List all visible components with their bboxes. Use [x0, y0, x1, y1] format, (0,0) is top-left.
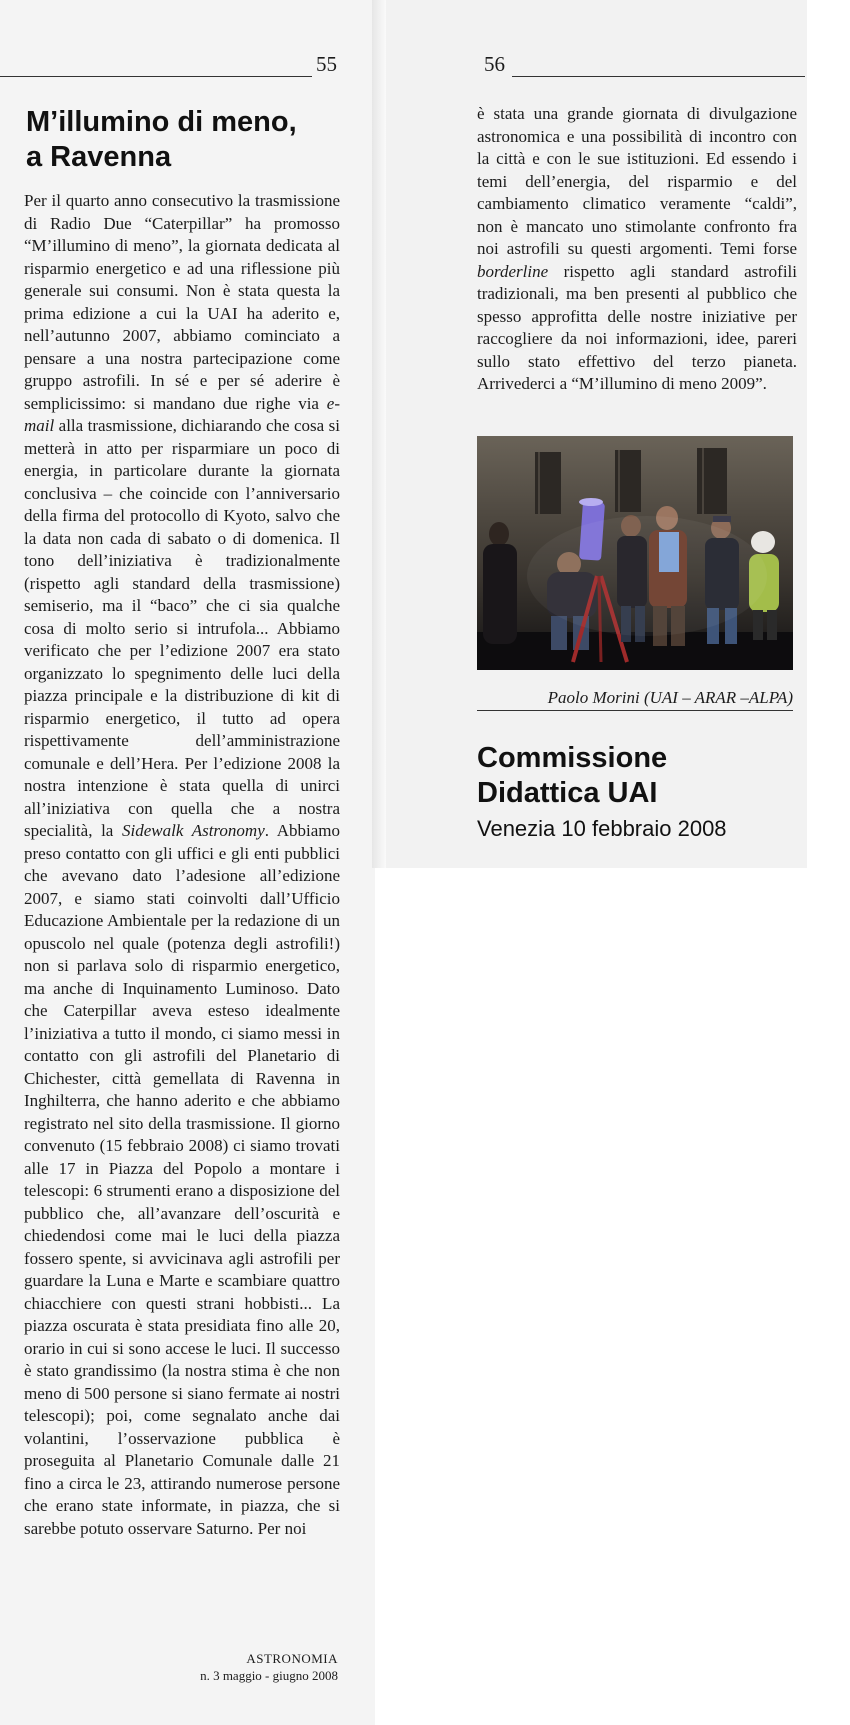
italic-sidewalk-astronomy: Sidewalk Astronomy: [122, 821, 265, 840]
section-title-line2: Didattica UAI: [477, 777, 658, 809]
footer-issue: n. 3 maggio - giugno 2008: [200, 1668, 338, 1683]
article-paragraph: Per il quarto anno consecutivo la trasmissione di Radio Due “Caterpillar” ha promosso “M’illumino di meno”, la giornata dedicata al risparmio energetico e ad una riflessione più generale sui consumi. Non è stata questa la prima edizione a cui la UAI ha aderito e, nell’autunno 2007, abbiamo cominciato a pensare a una nostra partecipazione come gruppo astrofili. In sé e per sé aderire è semplicissimo: si mandano due righe via e-mail alla trasmissione, dichiarando che cosa si metterà in atto per risparmiare un poco di energia, in particolare durante la giornata conclusiva – che coincide con l’anniversario della firma del protocollo di Kyoto, salvo che la data non cada di sabato o di domenica. Il tono dell’iniziativa è tradizionalmente (rispetto agli standard della trasmissione) semiserio, ma il “baco” che ci sia qualche cosa di molto serio si intrufola... Abbiamo verificato che per l’edizione 2007 era stato organizzato lo spegnimento delle luci della piazza principale e la distribuzione di kit di risparmio energetico, il tutto ad opera rispettivamente dell’amministrazione comunale e dell’Hera. Per l’edizione 2008 la nostra intenzione è stata quella di unirci all’iniziativa con quella che a nostra specialità, la Sidewalk Astronomy. Abbiamo preso contatto con gli uffici e gli enti pubblici che avevano dato l’adesione all’edizione 2007, e siamo stati coinvolti dall’Ufficio Educazione Ambientale per la redazione di un opuscolo nel quale (potenza degli astrofili!) non si parlava solo di risparmio energetico, ma anche di Inquinamento Luminoso. Dato che Caterpillar aveva esteso idealmente l’iniziativa a tutto il mondo, ci siamo messi in contatto con gli astrofili del Planetario di Chichester, città gemellata di Ravenna in Inghilterra, che hanno aderito e che abbiamo registrato nel sito della trasmissione. Il giorno convenuto (15 febbraio 2008) ci siamo trovati alle 17 in Piazza del Popolo a montare i telescopi: 6 strumenti erano a disposizione del pubblico che, all’avanzare dell’oscurità e chiedendosi come mai le luci della piazza fossero spente, si avvicinava agli astrofili per guardare la Luna e Marte e scambiare quattro chiacchiere con questi strani hobbisti... La piazza oscurata è stata presidiata fino alle 20, orario in cui si sono accese le luci. Il successo è stato grandissimo (la nostra stima è che non meno di 500 persone si siano fermate ai nostri telescopi); poi, come segnalato anche dai volantini, l’osservazione pubblica è proseguita al Planetario Comunale dalle 21 fino a circa le 23, attirando numerose persone che erano state informate, in piazza, che si sarebbe potuto osservare Saturno. Per noi: [24, 191, 340, 1538]
article-body-left: [24, 190, 340, 1540]
photo-caption: Paolo Morini (UAI – ARAR –ALPA): [547, 688, 793, 707]
article-title: [26, 105, 356, 175]
event-photo: [477, 436, 793, 670]
caption-rule: [477, 710, 793, 711]
magazine-footer: [160, 1650, 338, 1684]
section-title-line1: Commissione: [477, 742, 668, 774]
section-subtitle: Venezia 10 febbraio 2008: [477, 816, 727, 841]
left-page-number: 55: [316, 52, 337, 76]
italic-email: e-mail: [24, 393, 340, 435]
right-page-number: 56: [484, 52, 505, 76]
event-photo-illustration: [477, 436, 793, 670]
page-gutter: [372, 0, 386, 868]
right-header-rule: [512, 76, 805, 77]
article-title-line2: a Ravenna: [26, 141, 172, 173]
article-paragraph-continued: è stata una grande giornata di divulgazione astronomica e una possibilità di incontro con la città e con le sue istituzioni. Ed essendo i temi dell’energia, del risparmio e del cambiamento climatico veramente “caldi”, non è mancato uno stimolante confronto fra noi astrofili su questi argomenti. Temi forse borderline rispetto agli standard astrofili tradizionali, ma ben presenti al pubblico che spesso approfitta delle nostre iniziative per raccogliere da noi informazioni, idee, pareri sullo stato effettivo del terzo pianeta. Arrivederci a “M’illumino di meno 2009”.: [477, 104, 797, 393]
left-header-rule: [0, 76, 312, 77]
italic-borderline: borderline: [477, 261, 549, 281]
footer-magazine-name: ASTRONOMIA: [246, 1651, 338, 1666]
article-body-right: [477, 103, 797, 396]
section-title: [477, 741, 807, 811]
article-title-line1: M’illumino di meno,: [26, 106, 297, 138]
